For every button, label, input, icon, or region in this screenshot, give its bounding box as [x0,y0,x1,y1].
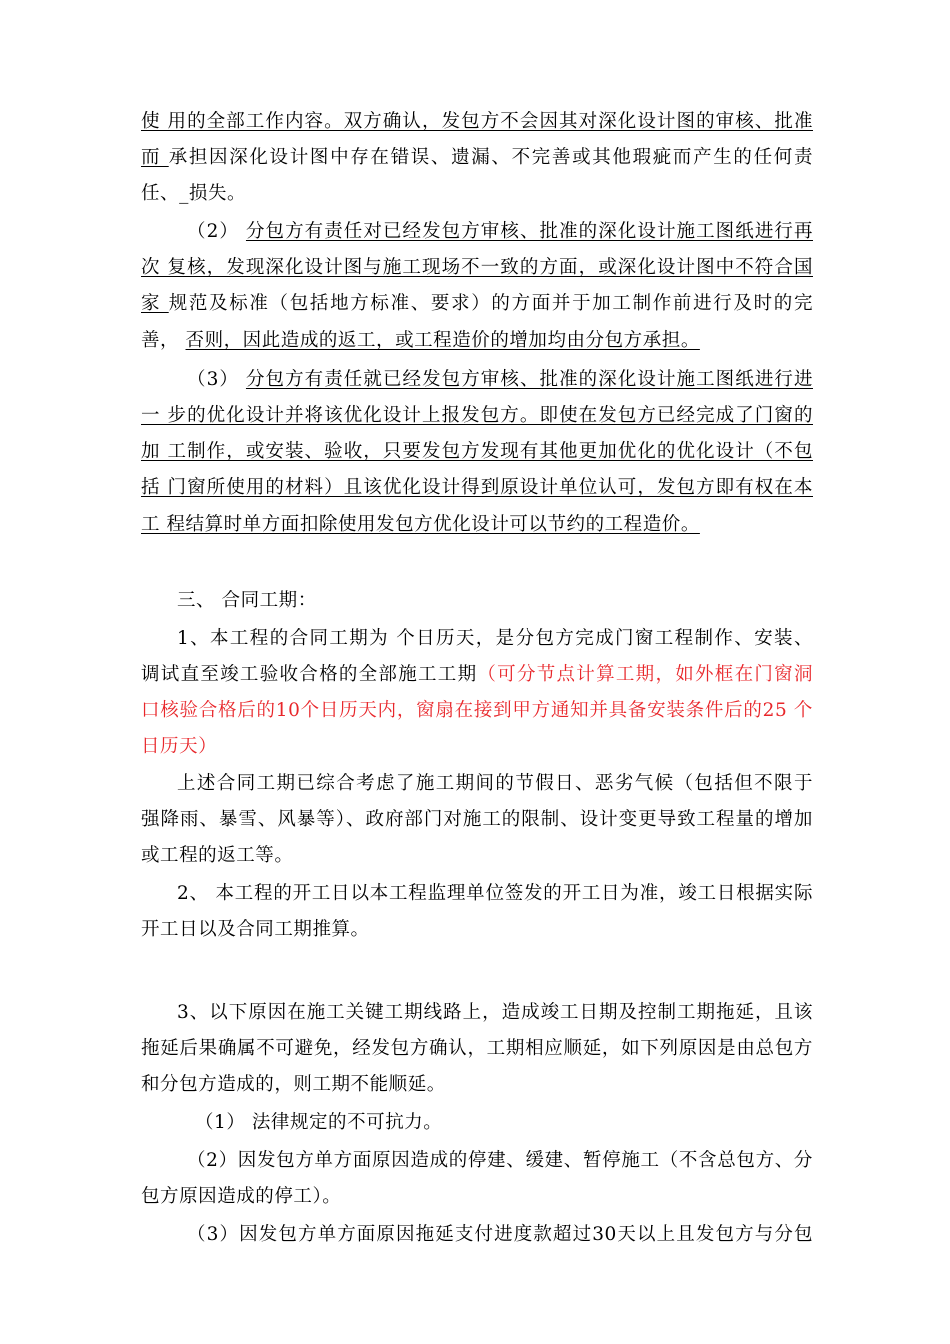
text-segment: 加 工制作，或安装、验收，只要发包方发现有其他更加优化的优化设计（不包 [141,441,813,462]
text-line [141,734,813,760]
text-line [141,403,813,429]
text-line [141,255,813,281]
text-segment: 工 程结算时单方面扣除使用发包方优化设计可以节约的工程造价。 [141,514,700,535]
text-segment: 包方原因造成的停工）。 [141,1186,342,1207]
text-segment: 否则，因此造成的返工，或工程造价的增加均由分包方承担。 [185,330,700,351]
text-segment: 开工日以及合同工期推算。 [141,919,370,940]
text-line [141,328,813,354]
text-line [187,1148,813,1174]
text-segment: 善， [141,330,186,351]
text-segment: 和分包方造成的，则工期不能顺延。 [141,1074,446,1095]
text-line [141,1184,813,1210]
text-segment: （3）因发包方单方面原因拖延支付进度款超过30天以上且发包方与分包 [187,1224,813,1245]
text-line [177,1000,813,1026]
text-segment: 上述合同工期已综合考虑了施工期间的节假日、恶劣气候（包括但不限于 [177,773,813,794]
text-line [141,698,813,724]
text-segment: 调试直至竣工验收合格的全部施工工期 [141,664,478,685]
text-line [187,1222,813,1248]
text-segment: 规范及标准（包括地方标准、要求）的方面并于加工制作前进行及时的完 [168,293,813,314]
text-line [177,588,813,614]
text-segment: 家 [141,293,169,314]
text-segment: 2、 本工程的开工日以本工程监理单位签发的开工日为准，竣工日根据实际 [177,883,813,904]
text-segment: 任、_损失。 [141,183,247,204]
text-line [141,917,813,943]
text-line [141,807,813,833]
text-line [141,843,813,869]
text-segment: 3、以下原因在施工关键工期线路上，造成竣工日期及控制工期拖延，且该 [177,1002,813,1023]
text-segment: （2）因发包方单方面原因造成的停建、缓建、暂停施工（不含总包方、分 [187,1150,813,1171]
text-line [141,1036,813,1062]
text-line [141,439,813,465]
text-segment: （可分节点计算工期，如外框在门窗洞 [477,664,813,685]
text-line [141,475,813,501]
text-segment: 括 门窗所使用的材料）且该优化设计得到原设计单位认可，发包方即有权在本 [141,477,813,498]
text-segment: 1、本工程的合同工期为 个日历天，是分包方完成门窗工程制作、安装、 [177,628,813,649]
text-segment: 而 [141,147,169,168]
text-segment: 日历天） [141,736,218,757]
text-segment: 承担因深化设计图中存在错误、遗漏、不完善或其他瑕疵而产生的任何责 [168,147,813,168]
text-line [187,367,813,393]
text-segment: 分包方有责任就已经发包方审核、批准的深化设计施工图纸进行进 [245,369,813,390]
text-segment: （1） 法律规定的不可抗力。 [195,1112,443,1133]
text-line [141,662,813,688]
text-line [141,512,813,538]
text-segment: 分包方有责任对已经发包方审核、批准的深化设计施工图纸进行再 [245,221,813,242]
text-line [141,145,813,171]
text-segment: 或工程的返工等。 [141,845,294,866]
text-segment [239,369,246,390]
text-line [187,219,813,245]
text-segment: 次 复核，发现深化设计图与施工现场不一致的方面，或深化设计图中不符合国 [141,257,813,278]
text-line [141,1072,813,1098]
text-segment [239,221,246,242]
text-segment: （2） [187,221,239,242]
text-segment: 使 用的全部工作内容。双方确认，发包方不会因其对深化设计图的审核、批准 [141,111,813,132]
text-line [177,881,813,907]
text-segment: 拖延后果确属不可避免，经发包方确认，工期相应顺延，如下列原因是由总包方 [141,1038,813,1059]
text-line [141,181,813,207]
text-line [177,771,813,797]
text-segment: 口核验合格后的10个日历天内，窗扇在接到甲方通知并具备安装条件后的25 个 [141,700,813,721]
text-segment: 一 步的优化设计并将该优化设计上报发包方。即使在发包方已经完成了门窗的 [141,405,813,426]
text-line [141,291,813,317]
text-segment: （3） [187,369,239,390]
text-line [195,1110,813,1136]
text-line [177,626,813,652]
text-segment: 强降雨、暴雪、风暴等）、政府部门对施工的限制、设计变更导致工程量的增加 [141,809,813,830]
text-line [141,109,813,135]
text-segment: 三、 合同工期： [177,590,317,611]
